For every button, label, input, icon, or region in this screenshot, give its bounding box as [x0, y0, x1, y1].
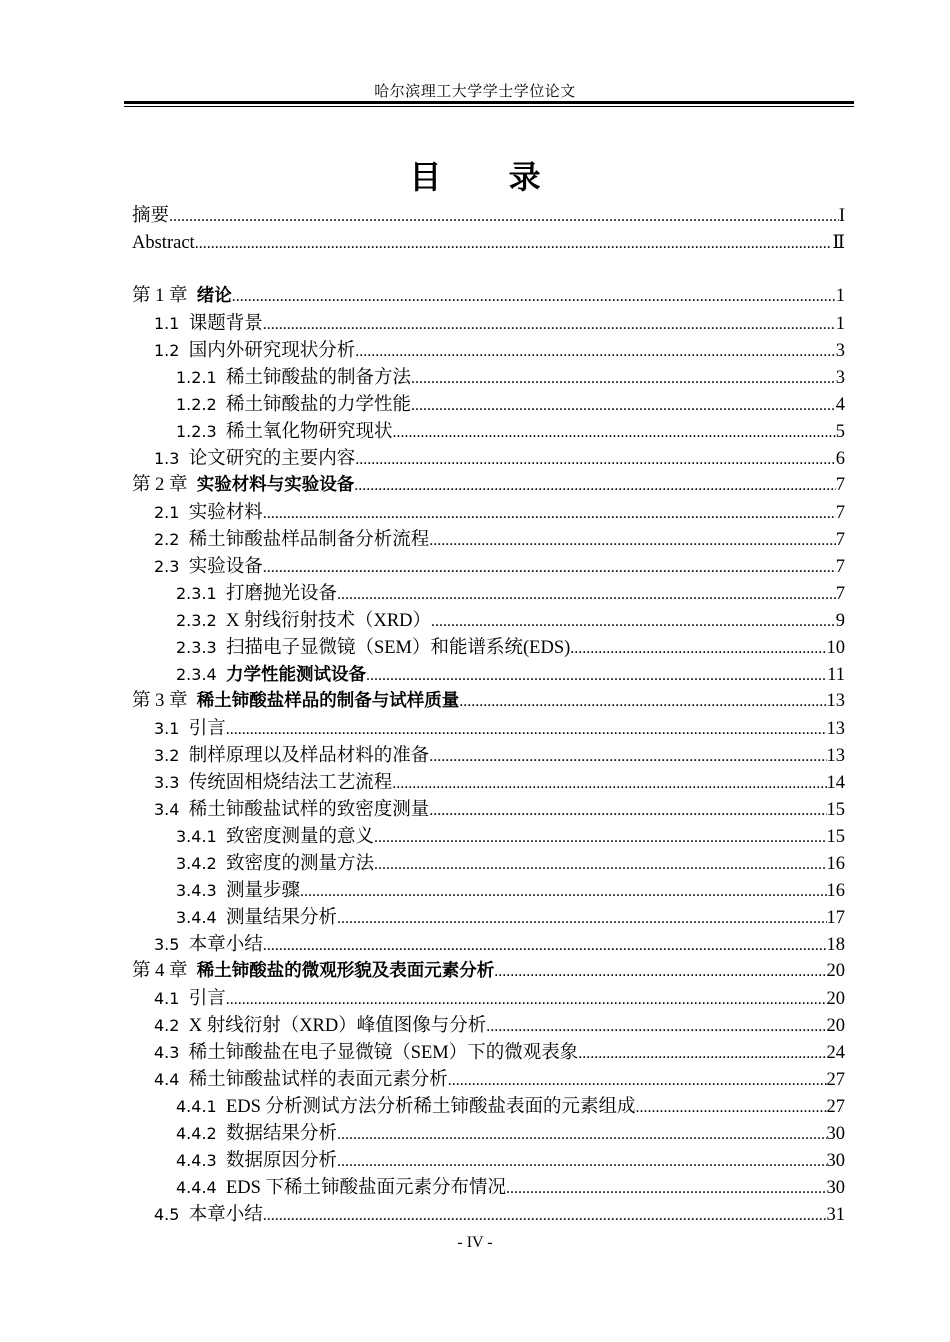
toc-entry-title: 稀土氧化物研究现状	[225, 422, 393, 442]
toc-entry-title: 稀土铈酸盐样品制备分析流程	[188, 530, 430, 550]
toc-entry[interactable]	[132, 553, 845, 580]
toc-entry-page: 14	[826, 773, 845, 793]
toc-entry-page: 18	[826, 935, 845, 955]
toc-entry-title: X 射线衍射（XRD）峰值图像与分析	[188, 1016, 487, 1036]
toc-entry-page: 15	[826, 800, 845, 820]
toc-entry[interactable]	[132, 526, 845, 553]
toc-entry-number: 3.4.1	[176, 827, 217, 846]
toc-entry[interactable]	[132, 796, 845, 823]
toc-entry-title: 实验设备	[188, 557, 263, 577]
toc-entry-page: 1	[835, 286, 845, 306]
toc-leader-dots	[429, 743, 826, 770]
toc-entry-text	[176, 418, 392, 446]
toc-leader-dots	[355, 446, 836, 473]
toc-entry[interactable]	[132, 634, 845, 661]
toc-entry-title: 数据原因分析	[225, 1151, 337, 1171]
toc-entry-number: 3.2	[154, 746, 180, 765]
toc-entry-title: 力学性能测试设备	[225, 665, 366, 685]
toc-entry[interactable]	[132, 1039, 845, 1066]
toc-entry-title: 稀土铈酸盐试样的致密度测量	[188, 800, 430, 820]
toc-entry-page: 20	[826, 989, 845, 1009]
toc-entry-page: 20	[826, 961, 845, 981]
header-rule-thick	[124, 101, 854, 104]
toc-entry-page: Ⅱ	[832, 233, 845, 253]
toc-entry-number: 3.1	[154, 719, 180, 738]
toc-leader-dots	[570, 635, 826, 662]
toc-leader-dots	[263, 311, 836, 338]
toc-leader-dots	[448, 1067, 827, 1094]
toc-entry-title: 打磨抛光设备	[225, 584, 337, 604]
toc-entry-number: 2.3.2	[176, 611, 217, 630]
toc-entry-number: 2.2	[154, 530, 180, 549]
toc-entry-title: 实验材料	[188, 503, 263, 523]
toc-entry[interactable]	[132, 931, 845, 958]
toc-entry-text	[154, 445, 355, 473]
toc-entry-number: 第 4 章	[132, 961, 188, 981]
toc-leader-dots	[459, 688, 826, 715]
toc-leader-dots	[337, 1148, 827, 1175]
toc-leader-dots	[486, 1013, 826, 1040]
toc-entry-number: 1.2.1	[176, 368, 217, 387]
running-header: 哈尔滨理工大学学士学位论文	[374, 84, 576, 100]
toc-entry-page: 27	[826, 1070, 845, 1090]
toc-entry-page: 15	[826, 827, 845, 847]
toc-entry[interactable]	[132, 661, 845, 688]
toc-entry-text	[154, 1039, 578, 1067]
toc-entry-page: 7	[835, 475, 845, 495]
toc-entry[interactable]	[132, 472, 845, 499]
toc-entry-page: 5	[835, 422, 845, 442]
toc-leader-dots	[392, 419, 835, 446]
toc-entry-text	[154, 796, 429, 824]
toc-entry-text	[176, 1120, 337, 1148]
toc-leader-dots	[431, 608, 836, 635]
toc-entry-text	[132, 230, 195, 257]
toc-entry-text	[176, 823, 374, 851]
toc-leader-dots	[494, 958, 826, 985]
toc-entry-text	[176, 1147, 337, 1175]
toc-entry-number: 2.3.1	[176, 584, 217, 603]
toc-entry-text	[176, 364, 411, 392]
toc-leader-dots	[263, 1202, 827, 1229]
toc-entry[interactable]	[132, 877, 845, 904]
toc-entry-title: 国内外研究现状分析	[188, 341, 356, 361]
toc-leader-dots	[374, 851, 827, 878]
toc-entry[interactable]	[132, 769, 845, 796]
toc-entry-text	[176, 580, 337, 608]
toc-entry-text	[176, 850, 374, 878]
toc-entry-text	[176, 391, 411, 419]
toc-leader-dots	[263, 500, 836, 527]
toc-entry-title: 本章小结	[188, 1205, 263, 1225]
toc-entry-text	[154, 715, 226, 743]
toc-entry-page: 13	[826, 691, 845, 711]
toc-entry-title: 测量步骤	[225, 881, 300, 901]
header-rule-thin	[124, 106, 854, 107]
toc-entry[interactable]	[132, 283, 845, 310]
toc-entry-title: 稀土铈酸盐的力学性能	[225, 395, 411, 415]
toc-entry[interactable]	[132, 203, 845, 230]
toc-leader-dots	[636, 1094, 827, 1121]
toc-entry-number: 4.4.1	[176, 1097, 217, 1116]
toc-entry-title: 引言	[188, 989, 226, 1009]
toc-entry-number: 3.3	[154, 773, 180, 792]
toc-entry-title: 制样原理以及样品材料的准备	[188, 746, 430, 766]
toc-entry-number: 3.4.4	[176, 908, 217, 927]
toc-entry-title: Abstract	[132, 233, 195, 253]
toc-entry-text	[132, 472, 354, 499]
toc-entry-title: 稀土铈酸盐样品的制备与试样质量	[196, 691, 460, 711]
toc-entry[interactable]	[132, 1174, 845, 1201]
toc-entry[interactable]	[132, 904, 845, 931]
toc-entry-title: X 射线衍射技术（XRD）	[225, 611, 432, 631]
toc-entry-number: 第 1 章	[132, 286, 188, 306]
toc-leader-dots	[226, 716, 827, 743]
toc-entry-page: 30	[826, 1124, 845, 1144]
toc-entry-text	[176, 1174, 506, 1202]
toc-leader-dots	[263, 554, 836, 581]
toc-entry[interactable]	[132, 230, 845, 257]
toc-entry-text	[154, 1066, 448, 1094]
toc-entry-page: 30	[826, 1151, 845, 1171]
toc-leader-dots	[226, 986, 827, 1013]
toc-entry-number: 1.2.3	[176, 422, 217, 441]
toc-entry-page: 13	[826, 746, 845, 766]
toc-entry-text	[176, 904, 337, 932]
toc-entry-number: 4.1	[154, 989, 180, 1008]
toc-entry-number: 4.2	[154, 1016, 180, 1035]
toc-leader-dots	[374, 824, 827, 851]
toc-leader-dots	[578, 1040, 826, 1067]
toc-entry[interactable]	[132, 823, 845, 850]
toc-entry-title: 课题背景	[188, 314, 263, 334]
toc-entry[interactable]	[132, 1012, 845, 1039]
toc-entry[interactable]	[132, 607, 845, 634]
toc-entry-text	[176, 607, 431, 635]
toc-entry-title: 稀土铈酸盐的微观形貌及表面元素分析	[196, 961, 495, 981]
toc-entry-text	[154, 931, 263, 959]
toc-leader-dots	[392, 770, 826, 797]
toc-entry-number: 第 2 章	[132, 475, 188, 495]
toc-leader-dots	[506, 1175, 826, 1202]
toc-entry-number: 3.4	[154, 800, 180, 819]
toc-entry-page: 9	[835, 611, 845, 631]
toc-entry-number: 4.4.2	[176, 1124, 217, 1143]
toc-entry[interactable]	[132, 742, 845, 769]
toc-entry-number: 1.2	[154, 341, 180, 360]
toc-leader-dots	[366, 662, 827, 689]
toc-entry-page: 27	[826, 1097, 845, 1117]
toc-entry-title: 引言	[188, 719, 226, 739]
toc-entry-page: 7	[835, 530, 845, 550]
toc-entry-title: 实验材料与实验设备	[196, 475, 355, 495]
toc-entry-page: 4	[835, 395, 845, 415]
toc-leader-dots	[337, 905, 827, 932]
toc-entry-title: 数据结果分析	[225, 1124, 337, 1144]
toc-entry-title: 扫描电子显微镜（SEM）和能谱系统(EDS)	[225, 638, 571, 658]
toc-entry-text	[154, 1012, 486, 1040]
toc-entry-number: 第 3 章	[132, 691, 188, 711]
toc-leader-dots	[354, 472, 835, 499]
toc-entry-title: 致密度的测量方法	[225, 854, 374, 874]
toc-entry-page: I	[838, 206, 845, 226]
toc-entry-page: 3	[835, 368, 845, 388]
toc-entry-title: EDS 分析测试方法分析稀土铈酸盐表面的元素组成	[225, 1097, 636, 1117]
toc-entry-title: 致密度测量的意义	[225, 827, 374, 847]
toc-entry-page: 1	[835, 314, 845, 334]
toc-entry-text	[132, 283, 232, 310]
toc-entry-title: EDS 下稀土铈酸盐面元素分布情况	[225, 1178, 507, 1198]
toc-leader-dots	[355, 338, 836, 365]
toc-entry[interactable]	[132, 688, 845, 715]
toc-entry-title: 绪论	[196, 286, 232, 306]
toc-entry-page: 24	[826, 1043, 845, 1063]
toc-entry-text	[154, 1201, 263, 1229]
toc-entry-number: 2.3.4	[176, 665, 217, 684]
toc-entry-number: 4.5	[154, 1205, 180, 1224]
toc-entry-number: 4.4.3	[176, 1151, 217, 1170]
toc-entry-page: 6	[835, 449, 845, 469]
toc-entry-page: 17	[826, 908, 845, 928]
toc-entry-text	[154, 526, 429, 554]
toc-leader-dots	[411, 365, 836, 392]
toc-entry-title: 稀土铈酸盐的制备方法	[225, 368, 411, 388]
toc-entry-number: 3.4.2	[176, 854, 217, 873]
toc-entry[interactable]	[132, 1147, 845, 1174]
toc-entry[interactable]	[132, 1201, 845, 1228]
toc-entry[interactable]	[132, 418, 845, 445]
toc-entry-page: 10	[826, 638, 845, 658]
toc-entry-page: 31	[826, 1205, 845, 1225]
toc-entry[interactable]	[132, 580, 845, 607]
toc-entry-text	[132, 688, 459, 715]
toc-entry-title: 稀土铈酸盐在电子显微镜（SEM）下的微观表象	[188, 1043, 579, 1063]
toc-entry-text	[154, 985, 226, 1013]
toc-entry-number: 4.4	[154, 1070, 180, 1089]
toc-entry-number: 2.3.3	[176, 638, 217, 657]
toc-entry-page: 16	[826, 881, 845, 901]
toc-entry-page: 7	[835, 503, 845, 523]
toc-entry-text	[132, 203, 169, 230]
toc-entry-page: 16	[826, 854, 845, 874]
toc-entry-page: 3	[835, 341, 845, 361]
toc-entry-number: 1.1	[154, 314, 180, 333]
toc-entry-number: 3.5	[154, 935, 180, 954]
toc-entry-number: 4.3	[154, 1043, 180, 1062]
toc-entry-text	[154, 769, 392, 797]
toc-entry-page: 30	[826, 1178, 845, 1198]
toc-entry-page: 7	[835, 557, 845, 577]
toc-leader-dots	[232, 283, 836, 310]
toc-entry[interactable]	[132, 391, 845, 418]
toc-leader-dots	[429, 797, 826, 824]
toc-leader-dots	[411, 392, 836, 419]
toc-leader-dots	[300, 878, 827, 905]
toc-entry[interactable]	[132, 715, 845, 742]
page-number: - IV -	[457, 1234, 493, 1251]
toc-entry-page: 11	[827, 665, 845, 685]
toc-entry[interactable]	[132, 958, 845, 985]
toc-leader-dots	[169, 203, 839, 230]
toc-entry-page: 20	[826, 1016, 845, 1036]
page-title: 目 录	[409, 158, 569, 196]
toc-spacer	[132, 257, 845, 283]
toc-entry[interactable]	[132, 1066, 845, 1093]
toc-leader-dots	[337, 581, 836, 608]
toc-entry[interactable]	[132, 445, 845, 472]
toc-entry[interactable]	[132, 337, 845, 364]
toc-leader-dots	[429, 527, 836, 554]
toc-entry[interactable]	[132, 985, 845, 1012]
toc-entry[interactable]	[132, 1120, 845, 1147]
toc-leader-dots	[195, 230, 833, 257]
toc-entry-number: 1.3	[154, 449, 180, 468]
toc-entry-number: 1.2.2	[176, 395, 217, 414]
toc-entry-page: 7	[835, 584, 845, 604]
toc-entry-text	[176, 661, 366, 689]
toc-entry-text	[176, 634, 570, 662]
toc-entry-text	[154, 499, 263, 527]
toc-entry-title: 稀土铈酸盐试样的表面元素分析	[188, 1070, 448, 1090]
toc-entry[interactable]	[132, 310, 845, 337]
toc-entry-text	[176, 1093, 636, 1121]
toc-entry-number: 2.3	[154, 557, 180, 576]
toc-entry-title: 本章小结	[188, 935, 263, 955]
toc-entry-text	[154, 337, 355, 365]
toc-entry-text	[132, 958, 494, 985]
toc-entry-text	[176, 877, 300, 905]
toc-entry-text	[154, 742, 429, 770]
toc-entry-title: 摘要	[132, 206, 170, 226]
toc-entry[interactable]	[132, 364, 845, 391]
toc-entry-number: 2.1	[154, 503, 180, 522]
toc-entry-number: 3.4.3	[176, 881, 217, 900]
toc-entry[interactable]	[132, 850, 845, 877]
toc-entry-number: 4.4.4	[176, 1178, 217, 1197]
toc-leader-dots	[337, 1121, 827, 1148]
toc-entry-title: 传统固相烧结法工艺流程	[188, 773, 393, 793]
toc-leader-dots	[263, 932, 827, 959]
toc-entry-text	[154, 553, 263, 581]
toc-entry[interactable]	[132, 499, 845, 526]
toc-entry-text	[154, 310, 263, 338]
toc-entry[interactable]	[132, 1093, 845, 1120]
table-of-contents	[132, 203, 845, 1228]
toc-entry-page: 13	[826, 719, 845, 739]
toc-entry-title: 测量结果分析	[225, 908, 337, 928]
toc-entry-title: 论文研究的主要内容	[188, 449, 356, 469]
